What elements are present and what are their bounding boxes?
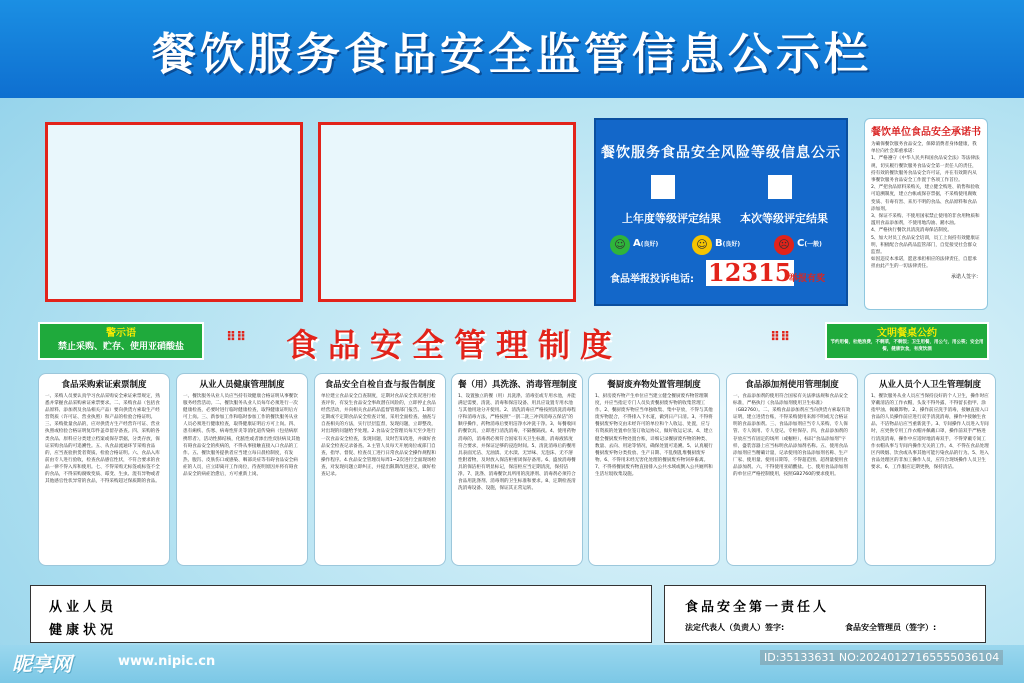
decor-dots-left: ⠿⠿ (226, 330, 247, 345)
promise-text (871, 141, 981, 271)
responsible-person-box (664, 585, 986, 643)
rule-card (176, 373, 308, 566)
neutral-face-icon: ☺ (692, 235, 712, 255)
promise-item: 4、严格执行餐饮具清洗消毒保洁制度。 (871, 228, 953, 234)
watermark-id: ID:35133631 NO:20240127165555036104 (760, 650, 1003, 665)
last-year-grade-box (651, 175, 675, 199)
warning-notice (38, 322, 204, 360)
promise-item: 3、保证不采购、不使用国家禁止使用的非食用物质和滥用食品添加剂，不使用地沟油、潲水油。 (871, 214, 980, 227)
rule-card-title: 餐（用）具洗涤、消毒管理制度 (458, 380, 578, 390)
civility-text: 节约用餐，杜绝浪费，不剩菜，不剩饭；卫生用餐，用公勺，用公筷；安全用餐，健康饮食，有度饮酒 (830, 340, 984, 352)
promise-item: 如因违反本承诺，愿意承担相应的法律责任，自愿承担由此产生的一切法律责任。 (871, 257, 977, 270)
grade-a-desc: (良好) (640, 241, 659, 248)
warning-title: 警示语 (106, 328, 136, 339)
grade-a (633, 238, 658, 249)
rule-card (726, 373, 858, 566)
rule-card (588, 373, 720, 566)
rule-card-body: 一、采购人员要认真学习食品采购安全索证索票规定，熟悉并掌握食品采购索证索票要求。二、采购食品（包括食品原料、添加剂及食品相关产品）要向供货方索取生产经营资质（许可证、营业执照）和产品的检验合格证明。三、采购批量食品的，应对供货方生产经营许可证、营业执照或检验合格证明复印件盖章留存备查。四、采购的各类食品、原料应分类建立档案或保存票据，分类存放，保证采购食品的可追溯性。五、从食品流通环节采购食品的，应当查验供货者资质、检验合格证明。六、食品入库前由专人进行验收，检查食品感官性状，不符合要求的食品一律不得入库和使用。七、不得采购无标签或标签不全的食品，不得采购腐败变质、霉变、生虫、混有异物或者其他感官性状异常的食品，不得采购超过保质期的食品。 (45, 394, 160, 485)
photo-frame-left (45, 122, 303, 302)
rule-card (314, 373, 446, 566)
rule-card-title: 从业人员健康管理制度 (199, 380, 285, 390)
rule-card-body: 1、餐饮服务从业人员应当保持良好的个人卫生，操作时应穿戴清洁的工作衣帽，头发不得外露，不得留长指甲、涂指甲油、佩戴饰物。2、操作前应洗手消毒，接触直接入口食品的人员操作前应进行双手清洗消毒，操作中接触生食品、不洁物品后应当重新洗手。3、专间操作人员进入专间时，应更换专用工作衣帽并佩戴口罩，操作前双手严格进行清洗消毒，操作中应适时地消毒双手，不得穿戴专间工作衣帽从事与专间内操作无关的工作。4、不得在食品处理区内吸烟、饮食或从事其他可能污染食品的行为。5、进入食品处理区的非加工操作人员，应符合现场操作人员卫生要求。6、工作服应定期更换，保持清洁。 (871, 394, 989, 470)
this-year-label: 本次等级评定结果 (740, 212, 828, 225)
rule-card-body: 一、餐饮服务从业人员应当持有效健康合格证明从事餐饮服务经营活动。二、餐饮服务从业人员每年必须进行一次健康检查，必要时进行临时健康检查，取得健康证明后方可上岗。三、新参加工作和临时参加工作的餐饮服务从业人员必须进行健康检查，取得健康证明后方可上岗。四、患有痢疾、伤寒、病毒性肝炎等消化道传染病（包括病原携带者），活动性肺结核，化脓性或者渗出性皮肤病及其他有碍食品安全的疾病的，不得从事接触直接入口食品的工作。五、餐饮服务提供者应当建立每日晨检制度，有发热、腹泻、皮肤伤口或感染、咽部炎症等有碍食品安全病症的人员，应立即离开工作岗位，待查明原因并将有碍食品安全的病症治愈后，方可重新上岗。 (183, 394, 301, 478)
safety-promise-card (864, 118, 988, 310)
decor-dots-right: ⠿⠿ (770, 330, 791, 345)
promise-title: 餐饮单位食品安全承诺书 (871, 127, 981, 138)
promise-item: 2、严把食品原料采购关，建立健全购进、销售和验收可追溯制度，建立台帐或保存票据，不采购使用腐败变质、有毒有害、来历不明的食品、食品原料和食品添加剂。 (871, 185, 980, 212)
rule-card-body: 1、厨房废弃物产生单位应当建立健全餐厨废弃物管理制度，并应当指定专门人员负责餐厨废弃物的收集管理工作。2、餐厨废弃物应当单独收集、集中存放，不得与其他废弃物混合，不得排入下水道，做到日产日清。3、不得将餐厨废弃物交由未经许可的单位和个人收运、处置，应与有资质的处置单位签订收运协议，做好收运记录。4、建立健全餐厨废弃物处置台账，详细记录餐厨废弃物的种类、数量、去向、用途等情况，确保处置可追溯。5、认真履行餐厨废弃物分类投放、生产日期、不乱倒乱堆餐厨废弃物。6、不得用未经无害化处理的餐厨废弃物饲养畜禽。7、不得将餐厨废弃物直接排入公共水域或倒入公共厕所和生活垃圾收集设施。 (595, 394, 713, 478)
civility-notice (825, 322, 989, 360)
responsible-title: 食品安全第一责任人 (685, 600, 830, 615)
promise-intro: 为确保餐饮服务食品安全，保障消费者身体健康，我单位向社会郑重承诺： (871, 142, 977, 155)
grade-b-letter: B (715, 238, 723, 249)
rule-card (864, 373, 996, 566)
staff-health-line2: 健康状况 (49, 623, 118, 638)
rule-card-title: 餐厨废弃物处置管理制度 (607, 380, 701, 390)
watermark-logo: 昵享网 (12, 652, 72, 676)
risk-panel-title: 餐饮服务食品安全风险等级信息公示 (601, 145, 841, 161)
page-title: 餐饮服务食品安全监管信息公示栏 (152, 29, 872, 80)
grade-c (797, 238, 822, 249)
rule-card-body: 1、设置独立的餐（用）具洗涤、消毒室或专用水池，并能满足需要，清洗、消毒和保洁设备、用具应设置专用水池与其他用途分开使用。2、清洗消毒应严格按照清洗消毒程序和消毒方法，严格按照“一刮二洗三冲四消毒五保洁”的顺序操作，药物消毒后要用洁净水冲洗干净。3、每餐收回的餐饮具，立即进行清洗消毒，不隔餐隔夜。4、使用药物消毒的，消毒剂必须符合国家有关卫生标准，消毒液浓度符合要求，并保证足够的浸泡时间。5、清洗消毒后的餐用具表面光洁、无油渍、无水渍、无异味、无泡沫、无不溶性附着物，及时放入保洁柜密闭保存备用。6、盛放消毒餐具的保洁柜有明显标记，保洁柜应当定期清洗，保持洁净。7、洗涤、消毒餐饮具所用的洗涤剂、消毒剂必须符合食品用洗涤剂、消毒剂的卫生标准和要求。8、定期检查清洗消毒设备、设施，保证其正常运转。 (458, 394, 576, 492)
header-banner (0, 0, 1024, 98)
grade-c-letter: C (797, 238, 805, 249)
rule-card (451, 373, 583, 566)
rule-card (38, 373, 170, 566)
last-year-label: 上年度等级评定结果 (622, 212, 721, 225)
hotline-label: 食品举报投诉电话: (610, 274, 694, 285)
warning-text: 禁止采购、贮存、使用亚硝酸盐 (57, 342, 184, 352)
rule-card-body: 单位建立食品安全自查制度，定期对食品安全状况进行检查评价，有发生食品安全事故潜在风险的，立即停止食品经营活动，并向相关食品药品监督管理部门报告。1.制订定期或不定期食品安全检查计划，采用全面检查、抽查与自查相关的方法，实行层层监督，发现问题，立即整改，对出现的问题给予处理。2.食品安全管理员每天至少进行一次食品安全检查，发现问题，及时告知改进，并做好食品安全检查记录备查。3.主管人员每天开展岗位或部门自查，指导、督促、检查员工进行日常食品安全操作规程和操作程序。4.食品安全管理员每周1~2次进行全面现场检查，对发现问题立即纠正，并提出限期改进意见，做好检查记录。 (321, 394, 437, 478)
civility-title: 文明餐桌公约 (877, 328, 937, 339)
hotline-tail: 举报有奖 (789, 274, 826, 284)
this-year-grade-box (768, 175, 792, 199)
promise-signature: 承诺人签字： (950, 273, 981, 280)
photo-frame-right (318, 122, 576, 302)
rule-card-title: 食品采购索证索票制度 (61, 380, 147, 390)
smile-face-icon: ☺ (610, 235, 630, 255)
grade-b-desc: (良好) (722, 241, 741, 248)
watermark-url: www.nipic.cn (118, 654, 216, 669)
rule-card-title: 食品添加剂使用管理制度 (745, 380, 839, 390)
staff-health-line1: 从业人员 (49, 600, 118, 615)
promise-item: 1、严格遵守《中华人民共和国食品安全法》等法律法规，切实履行餐饮服务食品安全第一责任人的责任，持有效的餐饮服务食品安全许可证，并在有效期内从事餐饮服务食品安全工作置于各项工作首位。 (871, 156, 980, 184)
hotline-number: 12315 (708, 258, 792, 287)
system-title: 食品安全管理制度 (286, 326, 623, 364)
grade-a-letter: A (633, 238, 641, 249)
legal-rep-label: 法定代表人（负责人）签字: (685, 623, 785, 632)
rule-card-title: 从业人员个人卫生管理制度 (878, 380, 981, 390)
rule-card-body: 一、食品添加剂的使用符合国家有关法律法规和食品安全标准，严格执行《食品添加剂使用卫生标准》（GB2760）。二、采购食品添加剂应当向供货方索取有效证明，建立进货台账，不得采购使用来源不明或无合格证明的食品添加剂。三、食品添加剂应当专人采购、专人保管、专人领用、专人登记、专柜保存。四、食品添加剂的存放应当有固定的场所（或橱柜），标识“食品添加剂”字样，盛装容器上应当标明食品添加剂名称。五、使用食品添加剂应当精确计量，记录使用的食品添加剂名称、生产厂家、使用量、使用日期等，不得超范围、超剂量使用食品添加剂。六、不得使用亚硝酸盐。七、使用食品添加剂的单位应严格控制使用，按照GB2760的要求使用。 (733, 394, 851, 478)
manager-label: 食品安全管理员（签字）: (845, 623, 937, 632)
staff-health-box (30, 585, 652, 643)
rule-card-title: 食品安全自检自查与报告制度 (324, 380, 436, 390)
grade-b (715, 238, 740, 249)
sad-face-icon: ☹ (774, 235, 794, 255)
promise-item: 5、加大对员工食品安全培训，员工上岗持有效健康证明，积极配合食品药品监管部门，自觉接受社会群众监督。 (871, 235, 980, 256)
grade-c-desc: (一般) (804, 241, 822, 248)
